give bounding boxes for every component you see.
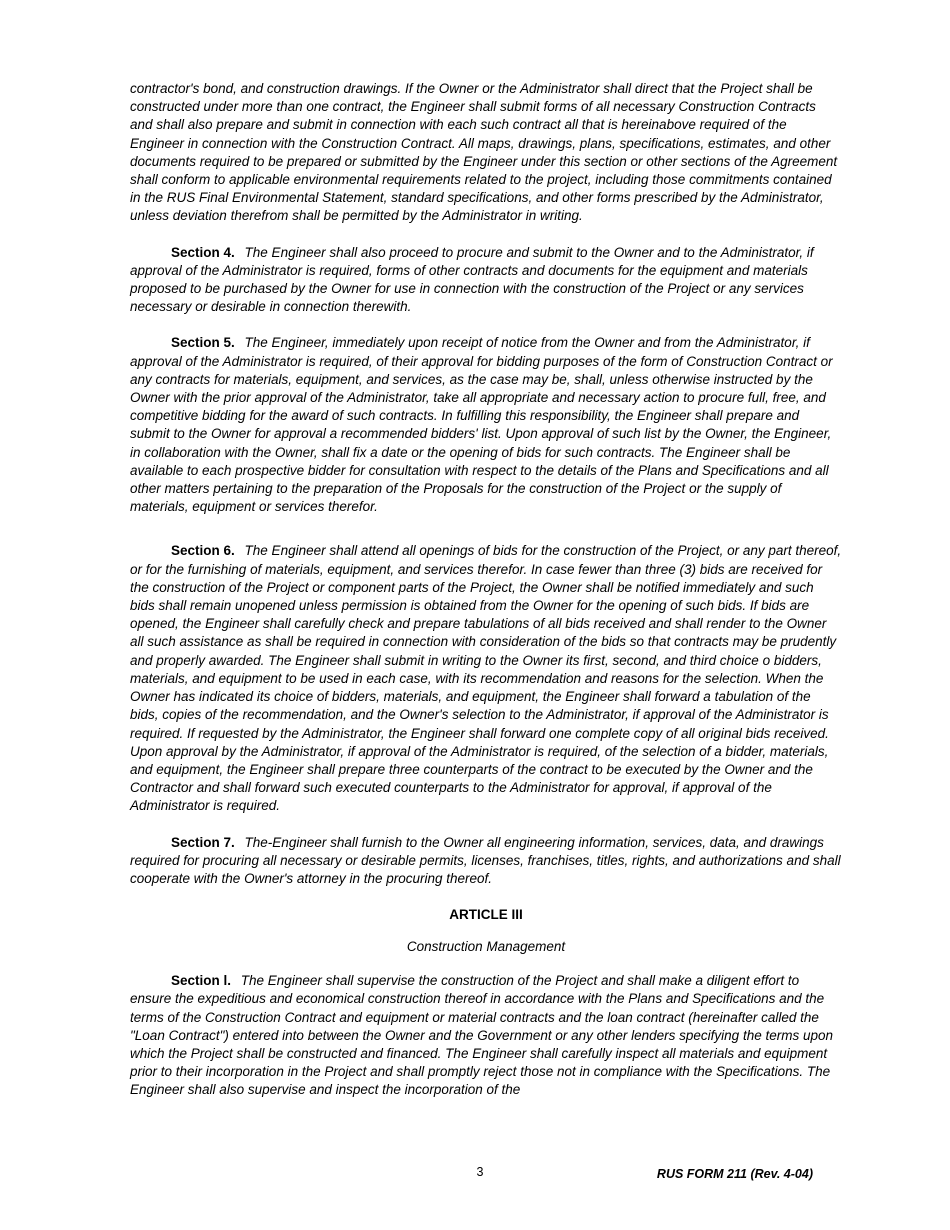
article-3-section-1-label: Section l. <box>171 973 232 989</box>
section-6-paragraph <box>130 542 842 815</box>
section-7-label: Section 7. <box>171 834 235 850</box>
intro-paragraph: contractor's bond, and construction drawings. If the Owner or the Administrator shall direct that the Project shall be constructed under more than one contract, the Engineer shall submit forms of all necessary Construction Contracts and shall also prepare and submit in connection with each such contract all that is hereinabove required of the Engineer in connection with the Construction Contract. All maps, drawings, plans, specifications, estimates, and other documents required to be prepared or submitted by the Engineer under this section or other sections of the Agreement shall conform to applicable environmental requirements related to the project, including those commitments contained in the RUS Final Environmental Statement, standard specifications, and other forms prescribed by the Administrator, unless deviation therefrom shall be permitted by the Administrator in writing. <box>130 81 838 224</box>
section-4-label: Section 4. <box>171 244 235 260</box>
section-7-paragraph <box>130 834 842 889</box>
article-subtitle: Construction Management <box>406 939 566 955</box>
section-5-label: Section 5. <box>171 335 235 351</box>
section-5-text: The Engineer, immediately upon receipt of notice from the Owner and from the Administrator, if approval of the Administrator is required, of their approval for bidding purposes of the form of Construction Contract or any contracts for materials, equipment, and services, as the case may be, shall, unless otherwise instructed by the Owner with the prior approval of the Administrator, take all appropriate and necessary action to procure full, free, and competitive bidding for the award of such contracts. In fulfilling this responsibility, the Engineer shall prepare and submit to the Owner for approval a recommended bidders' list. Upon approval of such list by the Owner, the Engineer, in collaboration with the Owner, shall fix a date or the opening of bids for such contracts. The Engineer shall be available to each prospective bidder for consultation with respect to the details of the Plans and Specifications and all other matters pertaining to the preparation of the Proposals for the construction of the Project or the supply of materials, equipment or services therefor. <box>130 335 833 515</box>
page-body <box>130 80 842 1118</box>
section-7-text: The-Engineer shall furnish to the Owner all engineering information, services, data, and drawings required for procuring all necessary or desirable permits, licenses, franchises, titles, rights, and authorizations and shall cooperate with the Owner's attorney in the procuring thereof. <box>130 834 841 886</box>
page-number: 3 <box>476 1165 484 1179</box>
section-6-text: The Engineer shall attend all openings of bids for the construction of the Project, or any part thereof, or for the furnishing of materials, equipment, and services therefor. In case fewer than three (3) bids are received for the construction of the Project or component parts of the Project, the Owner shall be notified immediately and such bids shall remain unopened unless permission is obtained from the Owner for the opening of such bids. If bids are opened, the Engineer shall carefully check and prepare tabulations of all bids received and shall render to the Owner all such assistance as shall be required in connection with consideration of the bids so that contracts may be prudently and properly awarded. The Engineer shall submit in writing to the Owner its first, second, and third choice o bidders, materials, and equipment to be used in each case, with its recommendation and reasons for the selection. When the Owner has indicated its choice of bidders, materials, and equipment, the Engineer shall forward a tabulation of the bids, copies of the recommendation, and the Owner's selection to the Administrator, if approval of the Administrator is required. If requested by the Administrator, the Engineer shall forward one complete copy of all original bids received. Upon approval by the Administrator, if approval of the Administrator is required, of the selection of a bidder, materials, and equipment, the Engineer shall prepare three counterparts of the contract to be executed by the Owner and the Contractor and shall forward such executed counterparts to the Administrator for approval, if approval of the Administrator is required. <box>130 543 842 814</box>
article-3-section-1-text: The Engineer shall supervise the construction of the Project and shall make a diligent effort to ensure the expeditious and economical construction thereof in accordance with the Plans and Specifications and the terms of the Construction Contract and equipment or material contracts and the loan contract (hereinafter called the "Loan Contract") entered into between the Owner and the Government or any other lenders specifying the terms upon which the Project shall be constructed and financed. The Engineer shall carefully inspect all materials and equipment prior to their incorporation in the Project and shall promptly reject those not in compliance with the Specifications. The Engineer shall also supervise and inspect the incorporation of the <box>130 973 833 1098</box>
section-4-paragraph <box>130 244 842 317</box>
section-6-label: Section 6. <box>171 543 235 559</box>
article-heading: ARTICLE III <box>449 907 523 923</box>
section-5-paragraph <box>130 334 842 516</box>
article-3-section-1-paragraph <box>130 972 842 1099</box>
section-4-text: The Engineer shall also proceed to procure and submit to the Owner and to the Administrator, if approval of the Administrator is required, forms of other contracts and documents for the equipment and materials proposed to be purchased by the Owner for use in connection with the construction of the Project or any services necessary or desirable in connection therewith. <box>130 244 814 315</box>
form-identifier: RUS FORM 211 (Rev. 4-04) <box>656 1167 813 1181</box>
